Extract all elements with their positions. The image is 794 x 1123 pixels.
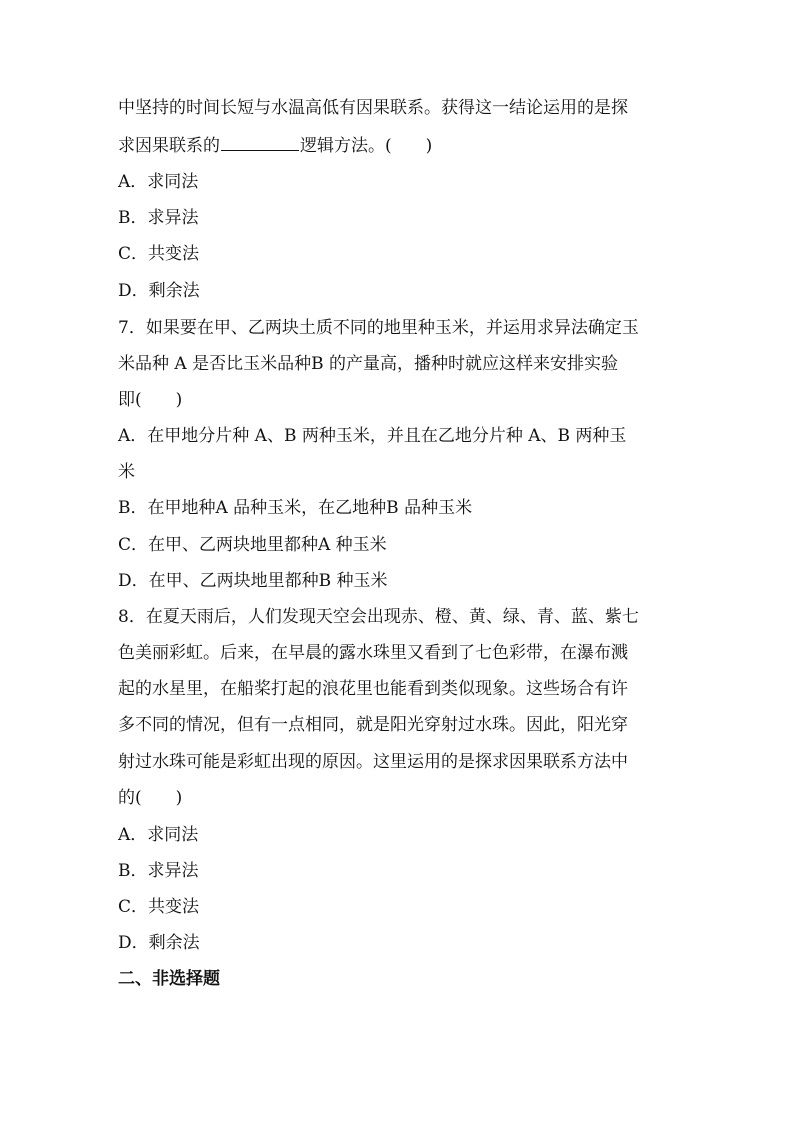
q8-option-a: A．求同法 [118,825,199,845]
q8-stem-line-1: 8．在夏天雨后，人们发现天空会出现赤、橙、黄、绿、青、蓝、紫七 [118,607,639,627]
answer-blank [221,133,299,151]
q6-option-c: C．共变法 [118,244,200,264]
q8-option-b: B．求异法 [118,861,199,881]
q6-stem-line-2 [118,133,432,157]
q6-option-a: A．求同法 [118,172,199,192]
section-heading: 二、非选择题 [118,969,220,989]
q7-option-a-line-1: A．在甲地分片种 A、B 两种玉米，并且在乙地分片种 A、B 两种玉 [118,426,627,446]
q6-option-d: D．剩余法 [118,281,200,301]
q8-stem-line-2: 色美丽彩虹。后来，在早晨的露水珠里又看到了七色彩带，在瀑布溅 [118,643,628,663]
q6-option-b: B．求异法 [118,208,199,228]
q8-stem-line-5: 射过水珠可能是彩虹出现的原因。这里运用的是探求因果联系方法中 [118,752,628,772]
q6-stem-line-1: 中坚持的时间长短与水温高低有因果联系。获得这一结论运用的是探 [118,98,628,118]
q7-stem-line-3: 即( ) [118,390,183,410]
q8-option-d: D．剩余法 [118,933,200,953]
q8-stem-line-3: 起的水星里，在船桨打起的浪花里也能看到类似现象。这些场合有许 [118,679,628,699]
q8-stem-line-6: 的( ) [118,788,183,808]
q8-option-c: C．共变法 [118,897,200,917]
q7-stem-line-2: 米品种 A 是否比玉米品种B 的产量高，播种时就应这样来安排实验 [118,354,618,374]
q7-option-d: D．在甲、乙两块地里都种B 种玉米 [118,571,388,591]
q7-option-b: B．在甲地种A 品种玉米，在乙地种B 品种玉米 [118,498,473,518]
q6-stem-text-b: 逻辑方法。( ) [300,136,433,156]
q6-stem-text-a: 求因果联系的 [118,136,220,156]
q8-stem-line-4: 多不同的情况，但有一点相同，就是阳光穿射过水珠。因此，阳光穿 [118,715,628,735]
q7-option-c: C．在甲、乙两块地里都种A 种玉米 [118,535,387,555]
q7-stem-line-1: 7．如果要在甲、乙两块土质不同的地里种玉米，并运用求异法确定玉 [118,318,639,338]
q7-option-a-line-2: 米 [118,462,135,482]
